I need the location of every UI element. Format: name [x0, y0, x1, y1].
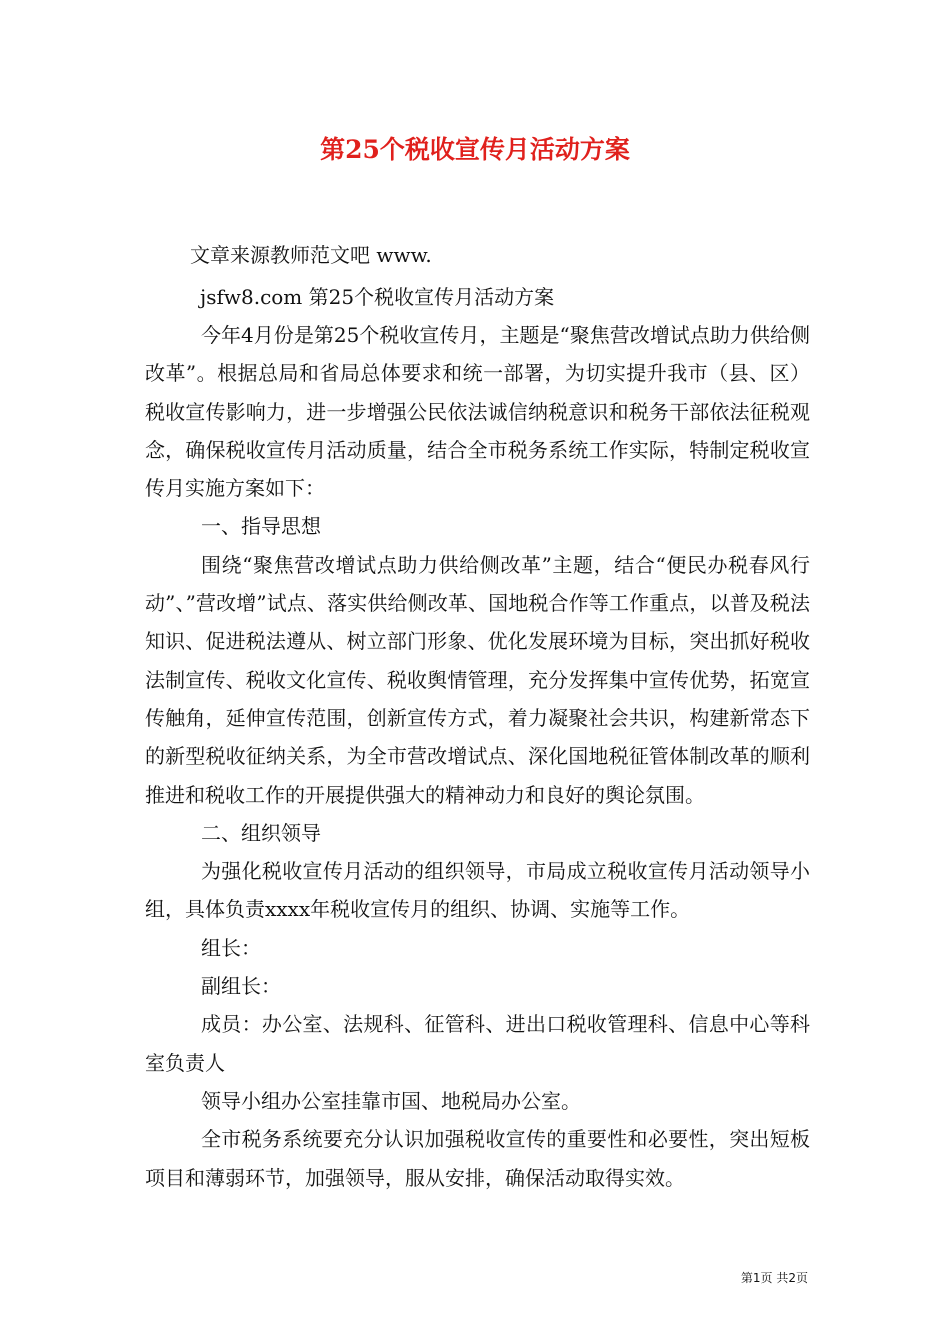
- group-leader-line: 组长：: [201, 935, 261, 960]
- footer-total-pages: 2: [788, 1271, 796, 1285]
- closing-paragraph: 全市税务系统要充分认识加强税收宣传的重要性和必要性，突出短板项目和薄弱环节，加强领导，服从安排，确保活动取得实效。: [145, 1127, 810, 1190]
- intro-paragraph: 今年4月份是第25个税收宣传月，主题是“聚焦营改增试点助力供给侧改革”。根据总局和省局总体要求和统一部署，为切实提升我市（县、区）税收宣传影响力，进一步增强公民依法诚信纳税意识和税务干部依法征税观念，确保税收宣传月活动质量，结合全市税务系统工作实际，特制定税收宣传月实施方案如下：: [145, 323, 810, 501]
- source-note: [190, 240, 554, 312]
- section-heading-organization: 二、组织领导: [201, 820, 321, 845]
- document-body: [145, 316, 810, 1197]
- source-line-1: 文章来源教师范文吧 www.: [190, 243, 432, 267]
- section-heading-guiding-ideology: 一、指导思想: [201, 514, 321, 539]
- source-line-2: jsfw8.com 第25个税收宣传月活动方案: [200, 285, 555, 309]
- page-footer: [741, 1270, 808, 1286]
- footer-current-page: 1: [752, 1271, 761, 1285]
- footer-suffix: 页: [795, 1271, 808, 1285]
- document-title: 第25个税收宣传月活动方案: [320, 135, 630, 164]
- members-paragraph: 成员：办公室、法规科、征管科、进出口税收管理科、信息中心等科室负责人: [145, 1012, 810, 1075]
- deputy-leader-line: 副组长：: [201, 974, 281, 999]
- organization-paragraph: 为强化税收宣传月活动的组织领导，市局成立税收宣传月活动领导小组，具体负责xxxx年税收宣传月的组织、协调、实施等工作。: [145, 859, 810, 922]
- footer-prefix: 第: [740, 1271, 753, 1285]
- guiding-ideology-paragraph: 围绕“聚焦营改增试点助力供给侧改革”主题，结合“便民办税春风行动”、”营改增”试点、落实供给侧改革、国地税合作等工作重点，以普及税法知识、促进税法遵从、树立部门形象、优化发展环境为目标，突出抓好税收法制宣传、税收文化宣传、税收舆情管理，充分发挥集中宣传优势，拓宽宣传触角，延伸宣传范围，创新宣传方式，着力凝聚社会共识，构建新常态下的新型税收征纳关系，为全市营改增试点、深化国地税征管体制改革的顺利推进和税收工作的开展提供强大的精神动力和良好的舆论氛围。: [145, 552, 810, 807]
- office-paragraph: 领导小组办公室挂靠市国、地税局办公室。: [201, 1088, 581, 1113]
- footer-middle: 页 共: [760, 1271, 789, 1285]
